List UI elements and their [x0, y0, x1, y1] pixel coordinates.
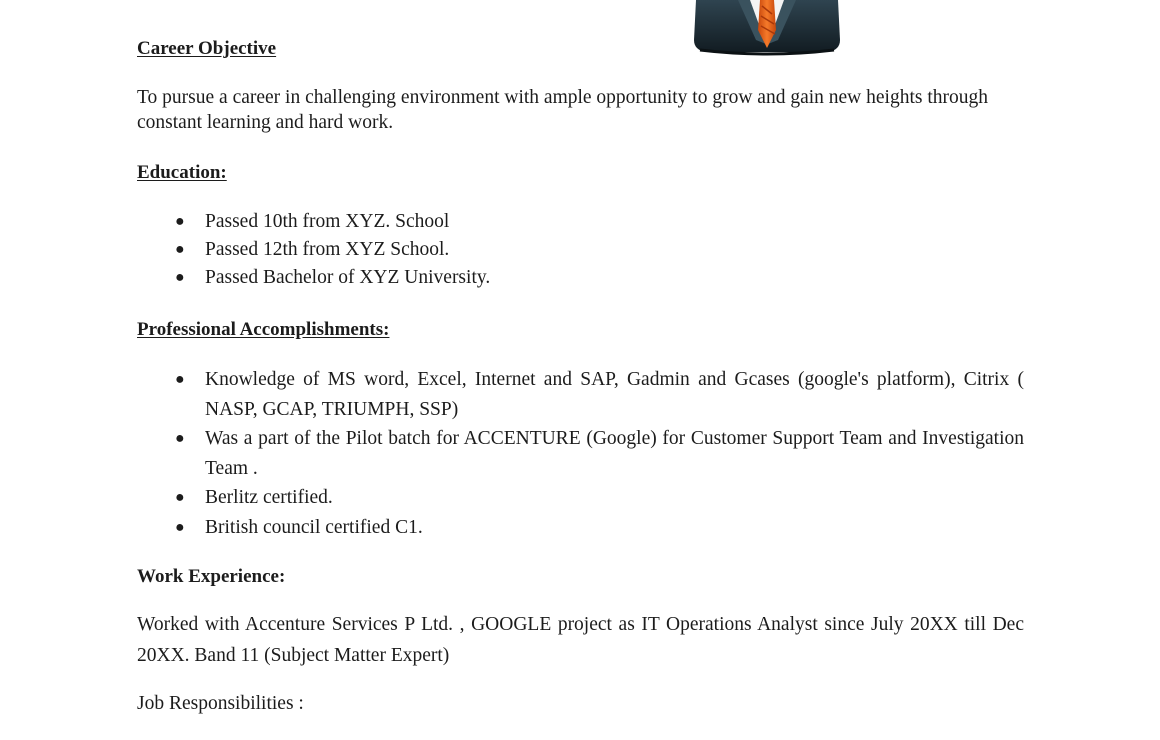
education-heading: Education:: [137, 162, 227, 183]
job-responsibilities-label: Job Responsibilities :: [137, 693, 304, 714]
list-item: [137, 365, 1024, 424]
bullet-icon: ●: [175, 241, 185, 258]
bullet-icon: ●: [175, 430, 185, 447]
list-item: [137, 483, 1024, 513]
accomplishment-item: Knowledge of MS word, Excel, Internet and SAP, Gadmin and Gcases (google's platform), Citrix ( NASP, GCAP, TRIUMPH, SSP): [205, 369, 1024, 420]
education-item: Passed 12th from XYZ School.: [205, 239, 450, 260]
list-item: [137, 513, 1024, 543]
accomplishments-heading: Professional Accomplishments:: [137, 319, 390, 340]
list-item: [137, 264, 1024, 292]
education-item: Passed Bachelor of XYZ University.: [205, 267, 491, 288]
education-list: [137, 208, 1024, 292]
accomplishment-item: British council certified C1.: [205, 516, 423, 538]
bullet-icon: ●: [175, 269, 185, 286]
list-item: [137, 424, 1024, 483]
businessman-avatar-icon: [690, 0, 844, 56]
bullet-icon: ●: [175, 489, 185, 506]
list-item: [137, 236, 1024, 264]
career-objective-heading: Career Objective: [137, 38, 277, 59]
work-experience-heading: Work Experience:: [137, 566, 286, 587]
bullet-icon: ●: [175, 213, 185, 230]
accomplishment-item: Was a part of the Pilot batch for ACCENTURE (Google) for Customer Support Team and Investigation Team .: [205, 428, 1024, 479]
work-experience-text: Worked with Accenture Services P Ltd. , GOOGLE project as IT Operations Analyst since July 20XX till Dec 20XX. Band 11 (Subject Matter Expert): [137, 614, 1024, 666]
accomplishments-list: [137, 365, 1024, 542]
career-objective-text: To pursue a career in challenging environment with ample opportunity to grow and gain new heights through constant learning and hard work.: [137, 87, 989, 133]
bullet-icon: ●: [175, 371, 185, 388]
education-item: Passed 10th from XYZ. School: [205, 211, 450, 232]
list-item: [137, 208, 1024, 236]
accomplishment-item: Berlitz certified.: [205, 487, 333, 508]
bullet-icon: ●: [175, 518, 185, 536]
